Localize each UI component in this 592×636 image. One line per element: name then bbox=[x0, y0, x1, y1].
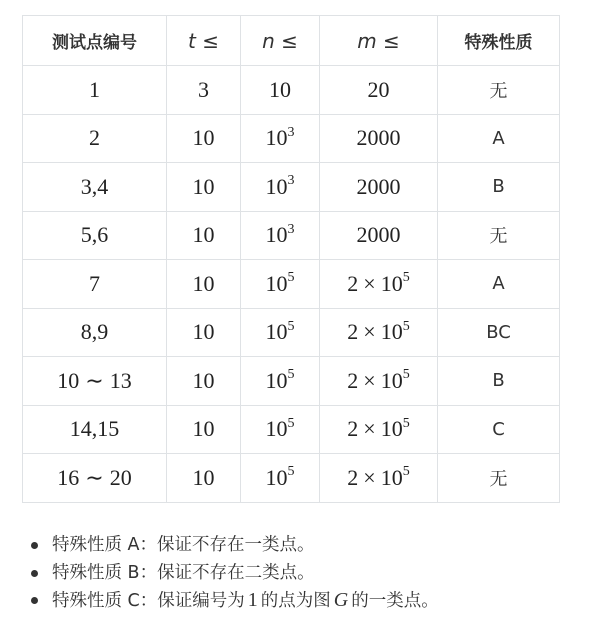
m-base: 10 bbox=[380, 270, 403, 296]
note-number: 1 bbox=[247, 589, 258, 611]
id-comma: , bbox=[91, 222, 98, 248]
cell-m: 2000 bbox=[320, 114, 438, 163]
times-symbol: × bbox=[363, 367, 376, 393]
header-n-limit bbox=[241, 16, 320, 66]
cell-test-id bbox=[23, 405, 167, 454]
id-second: 9 bbox=[97, 319, 109, 345]
note-middle: 的点为图 bbox=[260, 591, 331, 611]
m-base: 10 bbox=[380, 367, 403, 393]
note-item-c bbox=[22, 587, 439, 613]
note-graph-var: G bbox=[333, 589, 349, 611]
id-first: 5 bbox=[80, 222, 92, 248]
range-start: 10 bbox=[57, 367, 80, 393]
times-symbol: × bbox=[363, 270, 376, 296]
n-base: 10 bbox=[265, 173, 288, 199]
tilde-symbol: ∼ bbox=[85, 464, 104, 490]
cell-t: 10 bbox=[167, 405, 241, 454]
cell-m bbox=[320, 357, 438, 406]
n-exponent: 5 bbox=[287, 367, 295, 383]
note-suffix: 的一类点。 bbox=[351, 591, 439, 611]
note-text: 特殊性质 B：保证不存在二类点。 bbox=[52, 562, 315, 583]
range-end: 13 bbox=[109, 367, 132, 393]
n-exponent: 5 bbox=[287, 270, 295, 286]
cell-test-id: 1 bbox=[23, 66, 167, 115]
note-item-a bbox=[22, 532, 439, 558]
cell-t: 10 bbox=[167, 260, 241, 309]
cell-t: 10 bbox=[167, 114, 241, 163]
table-header-row bbox=[23, 16, 560, 66]
cell-m: 2000 bbox=[320, 211, 438, 260]
cell-n: 10 bbox=[241, 66, 320, 115]
cell-property: A bbox=[438, 114, 560, 163]
subtask-table bbox=[22, 15, 560, 503]
cell-t: 3 bbox=[167, 66, 241, 115]
n-exponent: 5 bbox=[287, 318, 295, 334]
m-base: 10 bbox=[380, 464, 403, 490]
header-t-var: t bbox=[188, 28, 196, 53]
header-special-property: 特殊性质 bbox=[438, 16, 560, 66]
id-first: 14 bbox=[69, 416, 92, 442]
m-coefficient: 2 bbox=[347, 464, 359, 490]
property-notes-list bbox=[22, 532, 439, 615]
cell-n bbox=[241, 405, 320, 454]
table-row bbox=[23, 114, 560, 163]
range-end: 20 bbox=[109, 464, 132, 490]
cell-n bbox=[241, 163, 320, 212]
table-row bbox=[23, 260, 560, 309]
times-symbol: × bbox=[363, 416, 376, 442]
table-row bbox=[23, 163, 560, 212]
n-exponent: 3 bbox=[287, 124, 295, 140]
cell-t: 10 bbox=[167, 308, 241, 357]
note-prefix: 特殊性质 C：保证编号为 bbox=[52, 591, 245, 611]
m-exponent: 5 bbox=[402, 270, 410, 286]
n-exponent: 3 bbox=[287, 173, 295, 189]
cell-n bbox=[241, 308, 320, 357]
cell-property: BC bbox=[438, 308, 560, 357]
header-m-limit bbox=[320, 16, 438, 66]
cell-property: 无 bbox=[438, 66, 560, 115]
range-start: 16 bbox=[57, 464, 80, 490]
cell-t: 10 bbox=[167, 454, 241, 503]
n-base: 10 bbox=[265, 270, 288, 296]
header-m-var: m bbox=[357, 28, 377, 53]
times-symbol: × bbox=[363, 319, 376, 345]
n-base: 10 bbox=[265, 367, 288, 393]
cell-t: 10 bbox=[167, 211, 241, 260]
bullet-icon bbox=[31, 542, 38, 549]
cell-property: C bbox=[438, 405, 560, 454]
m-exponent: 5 bbox=[402, 318, 410, 334]
cell-n bbox=[241, 211, 320, 260]
m-base: 10 bbox=[380, 319, 403, 345]
cell-test-id: 7 bbox=[23, 260, 167, 309]
n-base: 10 bbox=[265, 125, 288, 151]
header-n-var: n bbox=[262, 28, 275, 53]
cell-property: B bbox=[438, 357, 560, 406]
id-comma: , bbox=[91, 173, 98, 199]
m-exponent: 5 bbox=[402, 367, 410, 383]
id-first: 8 bbox=[80, 319, 92, 345]
cell-test-id bbox=[23, 163, 167, 212]
id-comma: , bbox=[91, 416, 98, 442]
id-second: 15 bbox=[97, 416, 120, 442]
cell-test-id bbox=[23, 308, 167, 357]
cell-property: B bbox=[438, 163, 560, 212]
cell-test-id bbox=[23, 211, 167, 260]
cell-m: 20 bbox=[320, 66, 438, 115]
cell-property: 无 bbox=[438, 454, 560, 503]
n-exponent: 5 bbox=[287, 464, 295, 480]
n-base: 10 bbox=[265, 464, 288, 490]
m-coefficient: 2 bbox=[347, 367, 359, 393]
bullet-icon bbox=[31, 570, 38, 577]
n-exponent: 3 bbox=[287, 221, 295, 237]
m-coefficient: 2 bbox=[347, 270, 359, 296]
m-coefficient: 2 bbox=[347, 319, 359, 345]
cell-n bbox=[241, 260, 320, 309]
id-second: 6 bbox=[97, 222, 109, 248]
header-t-leq: ≤ bbox=[202, 28, 219, 53]
m-coefficient: 2 bbox=[347, 416, 359, 442]
cell-t: 10 bbox=[167, 163, 241, 212]
cell-property: A bbox=[438, 260, 560, 309]
cell-n bbox=[241, 357, 320, 406]
tilde-symbol: ∼ bbox=[85, 367, 104, 393]
n-base: 10 bbox=[265, 319, 288, 345]
n-base: 10 bbox=[265, 416, 288, 442]
header-test-id: 测试点编号 bbox=[23, 16, 167, 66]
header-t-limit bbox=[167, 16, 241, 66]
id-comma: , bbox=[91, 319, 98, 345]
table-row bbox=[23, 405, 560, 454]
table-row bbox=[23, 308, 560, 357]
note-text: 特殊性质 A：保证不存在一类点。 bbox=[52, 535, 315, 555]
m-exponent: 5 bbox=[402, 415, 410, 431]
table-row bbox=[23, 211, 560, 260]
header-m-leq: ≤ bbox=[383, 28, 400, 53]
id-second: 4 bbox=[97, 173, 109, 199]
cell-m bbox=[320, 405, 438, 454]
cell-property: 无 bbox=[438, 211, 560, 260]
n-base: 10 bbox=[265, 222, 288, 248]
cell-m bbox=[320, 454, 438, 503]
table-row bbox=[23, 66, 560, 115]
times-symbol: × bbox=[363, 464, 376, 490]
cell-m bbox=[320, 308, 438, 357]
id-first: 3 bbox=[80, 173, 92, 199]
table-row bbox=[23, 454, 560, 503]
m-base: 10 bbox=[380, 416, 403, 442]
cell-n bbox=[241, 114, 320, 163]
cell-t: 10 bbox=[167, 357, 241, 406]
cell-test-id bbox=[23, 454, 167, 503]
header-n-leq: ≤ bbox=[281, 28, 298, 53]
table-row bbox=[23, 357, 560, 406]
cell-test-id bbox=[23, 357, 167, 406]
cell-test-id: 2 bbox=[23, 114, 167, 163]
m-exponent: 5 bbox=[402, 464, 410, 480]
cell-n bbox=[241, 454, 320, 503]
n-exponent: 5 bbox=[287, 415, 295, 431]
note-item-b bbox=[22, 560, 439, 586]
bullet-icon bbox=[31, 597, 38, 604]
cell-m bbox=[320, 260, 438, 309]
cell-m: 2000 bbox=[320, 163, 438, 212]
